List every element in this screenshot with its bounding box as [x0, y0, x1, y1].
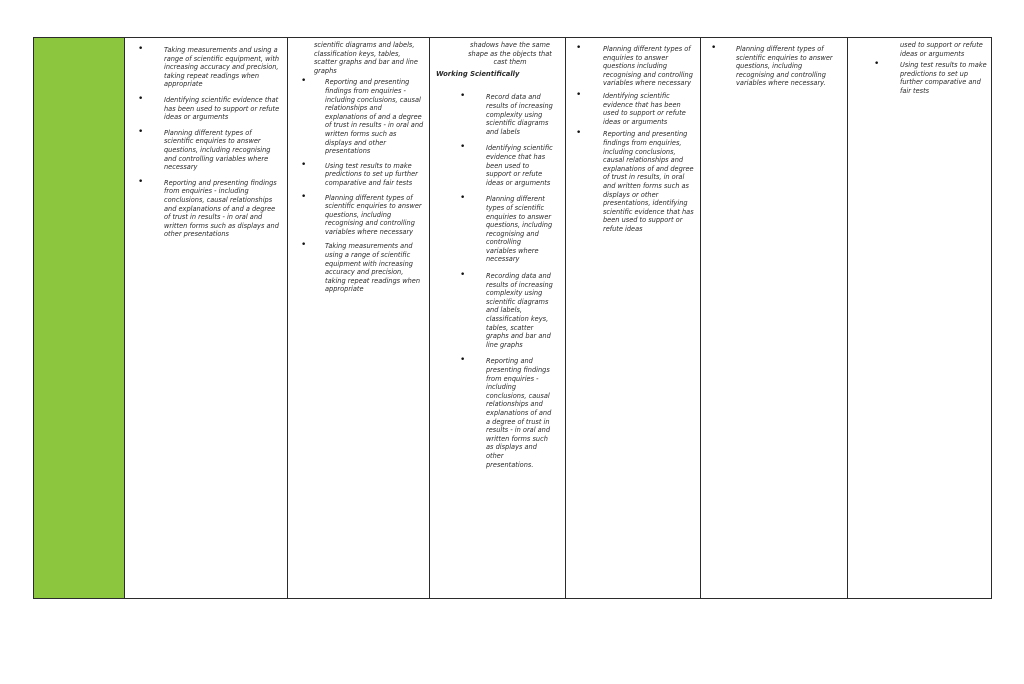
list-item: • Record data and results of increasing complexity using scientific diagrams and labels [436, 93, 561, 136]
table-row [34, 38, 992, 599]
column-2-cell [125, 38, 288, 599]
list-item: • Planning different types of enquiries to answer questions including recognising and controlling variables where necessary [576, 45, 697, 88]
list-item: • Taking measurements and using a range of scientific equipment, with increasing accuracy and precision, taking repeat readings when appropriate [138, 46, 282, 89]
list-item: • Using test results to make predictions to set up further comparative and fair tests [874, 61, 988, 95]
list-item: • Identifying scientific evidence that has been used to support or refute ideas or arguments [436, 144, 561, 187]
column-5-list [576, 45, 697, 233]
column-6-cell [701, 38, 848, 599]
list-item: • Taking measurements and using a range of scientific equipment with increasing accuracy and precision, taking repeat readings when appropriate [301, 242, 425, 294]
list-item: • Planning different types of scientific enquiries to answer questions, including recognising and controlling variables where necessary [436, 195, 561, 264]
list-item: • Recording data and results of increasing complexity using scientific diagrams and labels, classification keys, tables, scatter graphs and bar and line graphs [436, 272, 561, 349]
column-3-cell [288, 38, 430, 599]
list-item: • Planning different types of scientific enquiries to answer questions, including recognising and controlling variables where necessary. [711, 45, 841, 88]
column-5-cell [566, 38, 701, 599]
list-item: • Planning different types of scientific enquiries to answer questions, including recognising and controlling variables where necessary [301, 194, 425, 237]
column-7-list [874, 61, 988, 95]
section-heading: Working Scientifically [436, 69, 520, 78]
green-header-cell [34, 38, 125, 599]
list-item: • Using test results to make predictions to set up further comparative and fair tests [301, 162, 425, 188]
column-3-list [314, 78, 425, 294]
list-item: • Reporting and presenting findings from enquiries - including conclusions, causal relationships and explanations of and a degree of trust in results - in oral and written forms such as displays and other presentations [138, 179, 282, 239]
column-2-list [138, 46, 282, 239]
column-6-list [711, 45, 841, 88]
list-item: • Planning different types of scientific enquiries to answer questions, including recognising and controlling variables where necessary [138, 129, 282, 172]
continued-text: shadows have the same shape as the objects that cast them [468, 41, 552, 67]
list-item: • Identifying scientific evidence that has been used to support or refute ideas or arguments [576, 92, 697, 126]
list-item: • Reporting and presenting findings from enquiries - including conclusions, causal relationships and explanations of and a degree of trust in results - in oral and written forms such as displays and other presentations. [436, 357, 561, 469]
continued-text: scientific diagrams and labels, classification keys, tables, scatter graphs and bar and line graphs [314, 41, 418, 75]
list-item: • Reporting and presenting findings from enquiries, including conclusions, causal relationships and explanations of and degree of trust in results, in oral and written forms such as displays or other presentations, identifying scientific evidence that has been used to support or refute ideas [576, 130, 697, 233]
column-4-cell [430, 38, 566, 599]
curriculum-table [33, 37, 992, 599]
continued-text: used to support or refute ideas or arguments [900, 41, 983, 58]
list-item: • Reporting and presenting findings from enquiries - including conclusions, causal relationships and explanations of and a degree of trust in results - in oral and written forms such as displays and other presentations [301, 78, 425, 155]
column-4-list [436, 93, 561, 469]
list-item: • Identifying scientific evidence that has been used to support or refute ideas or arguments [138, 96, 282, 122]
column-7-cell [848, 38, 992, 599]
